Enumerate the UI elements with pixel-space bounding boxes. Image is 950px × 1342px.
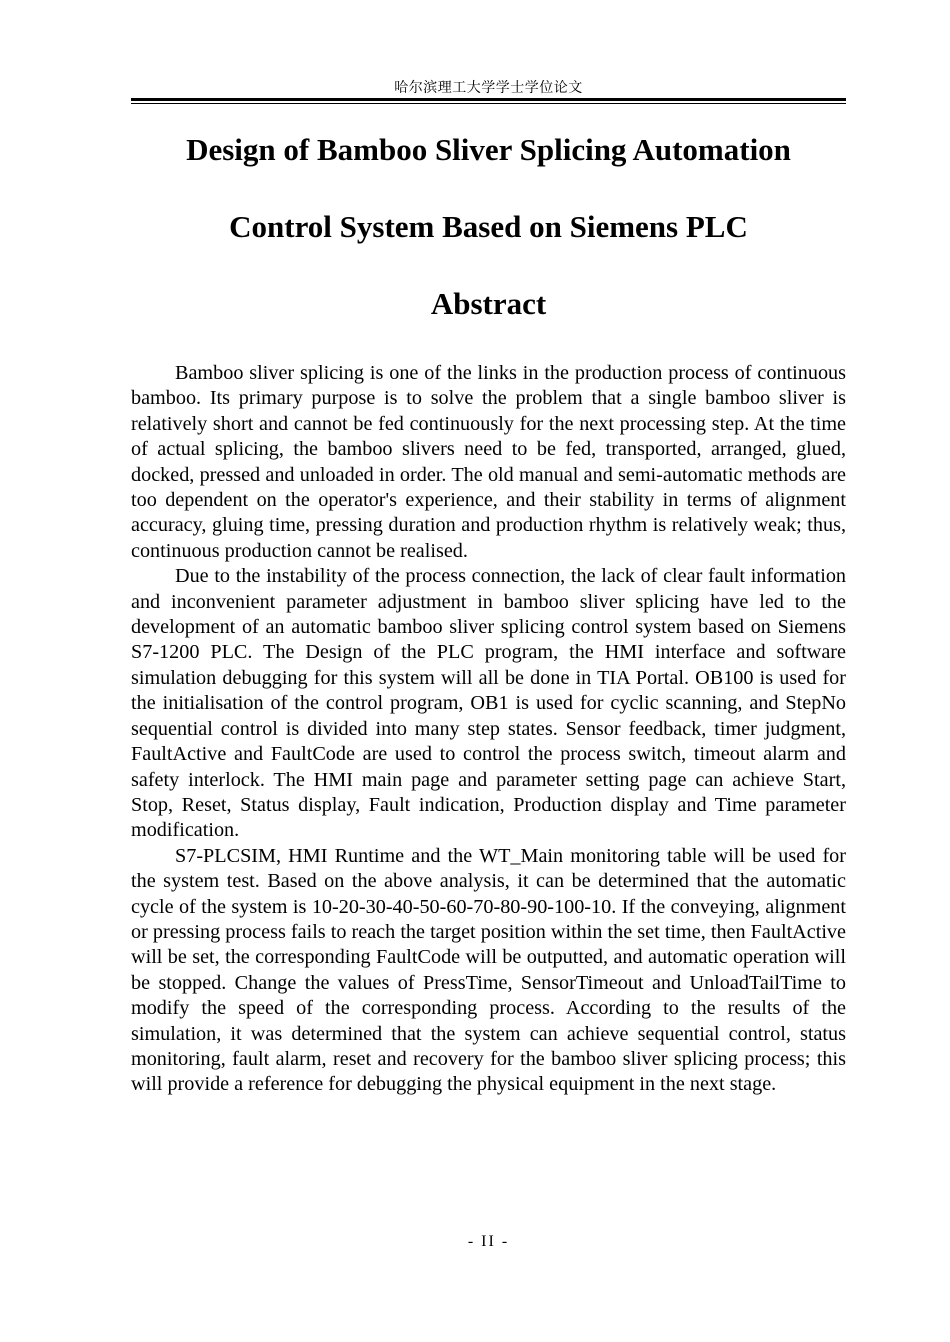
abstract-paragraph-1: Bamboo sliver splicing is one of the links in the production process of continuous bamboo. Its primary purpose is to solve the problem that a single bamboo sliver is relatively short and cannot be fed continuously for the next processing step. At the time of actual splicing, the bamboo slivers need to be fed, transported, arranged, glued, docked, pressed and unloaded in order. The old manual and semi-automatic methods are too dependent on the operator's experience, and their stability in terms of alignment accuracy, gluing time, pressing duration and production rhythm is relatively weak; thus, continuous production cannot be realised. <box>131 362 846 562</box>
abstract-heading: Abstract <box>430 286 547 321</box>
abstract-paragraph-2: Due to the instability of the process connection, the lack of clear fault information and inconvenient parameter adjustment in bamboo sliver splicing have led to the development of an automatic bamboo sliver splicing control system based on Siemens S7-1200 PLC. The Design of the PLC program, the HMI interface and software simulation debugging for this system will all be done in TIA Portal. OB100 is used for the initialisation of the control program, OB1 is used for cyclic scanning, and StepNo sequential control is divided into many step states. Sensor feedback, timer judgment, FaultActive and FaultCode are used to control the process switch, timeout alarm and safety interlock. The HMI main page and parameter setting page can achieve Start, Stop, Reset, Status display, Fault indication, Production display and Time parameter modification. <box>131 565 846 842</box>
abstract-paragraph-3: S7-PLCSIM, HMI Runtime and the WT_Main monitoring table will be used for the system test. Based on the above analysis, it can be determined that the automatic cycle of the system is 10-20-30-40-50-60-70-80-90-100-10. If the conveying, alignment or pressing process fails to reach the target position within the set time, then FaultActive will be set, the corresponding FaultCode will be outputted, and automatic operation will be stopped. Change the values of PressTime, SensorTimeout and UnloadTailTime to modify the speed of the corresponding process. According to the results of the simulation, it was determined that the system can achieve sequential control, status monitoring, fault alarm, reset and recovery for the bamboo sliver splicing process; this will provide a reference for debugging the physical equipment in the next stage. <box>131 844 846 1096</box>
paper-title-line-2: Control System Based on Siemens PLC <box>229 209 748 244</box>
paper-title-line-1: Design of Bamboo Sliver Splicing Automation <box>186 132 791 167</box>
abstract-body <box>131 361 846 1098</box>
page-number: - II - <box>467 1233 510 1250</box>
running-header: 哈尔滨理工大学学士学位论文 <box>394 80 583 96</box>
header-rule-thick <box>131 98 846 101</box>
header-rule-thin <box>131 103 846 104</box>
